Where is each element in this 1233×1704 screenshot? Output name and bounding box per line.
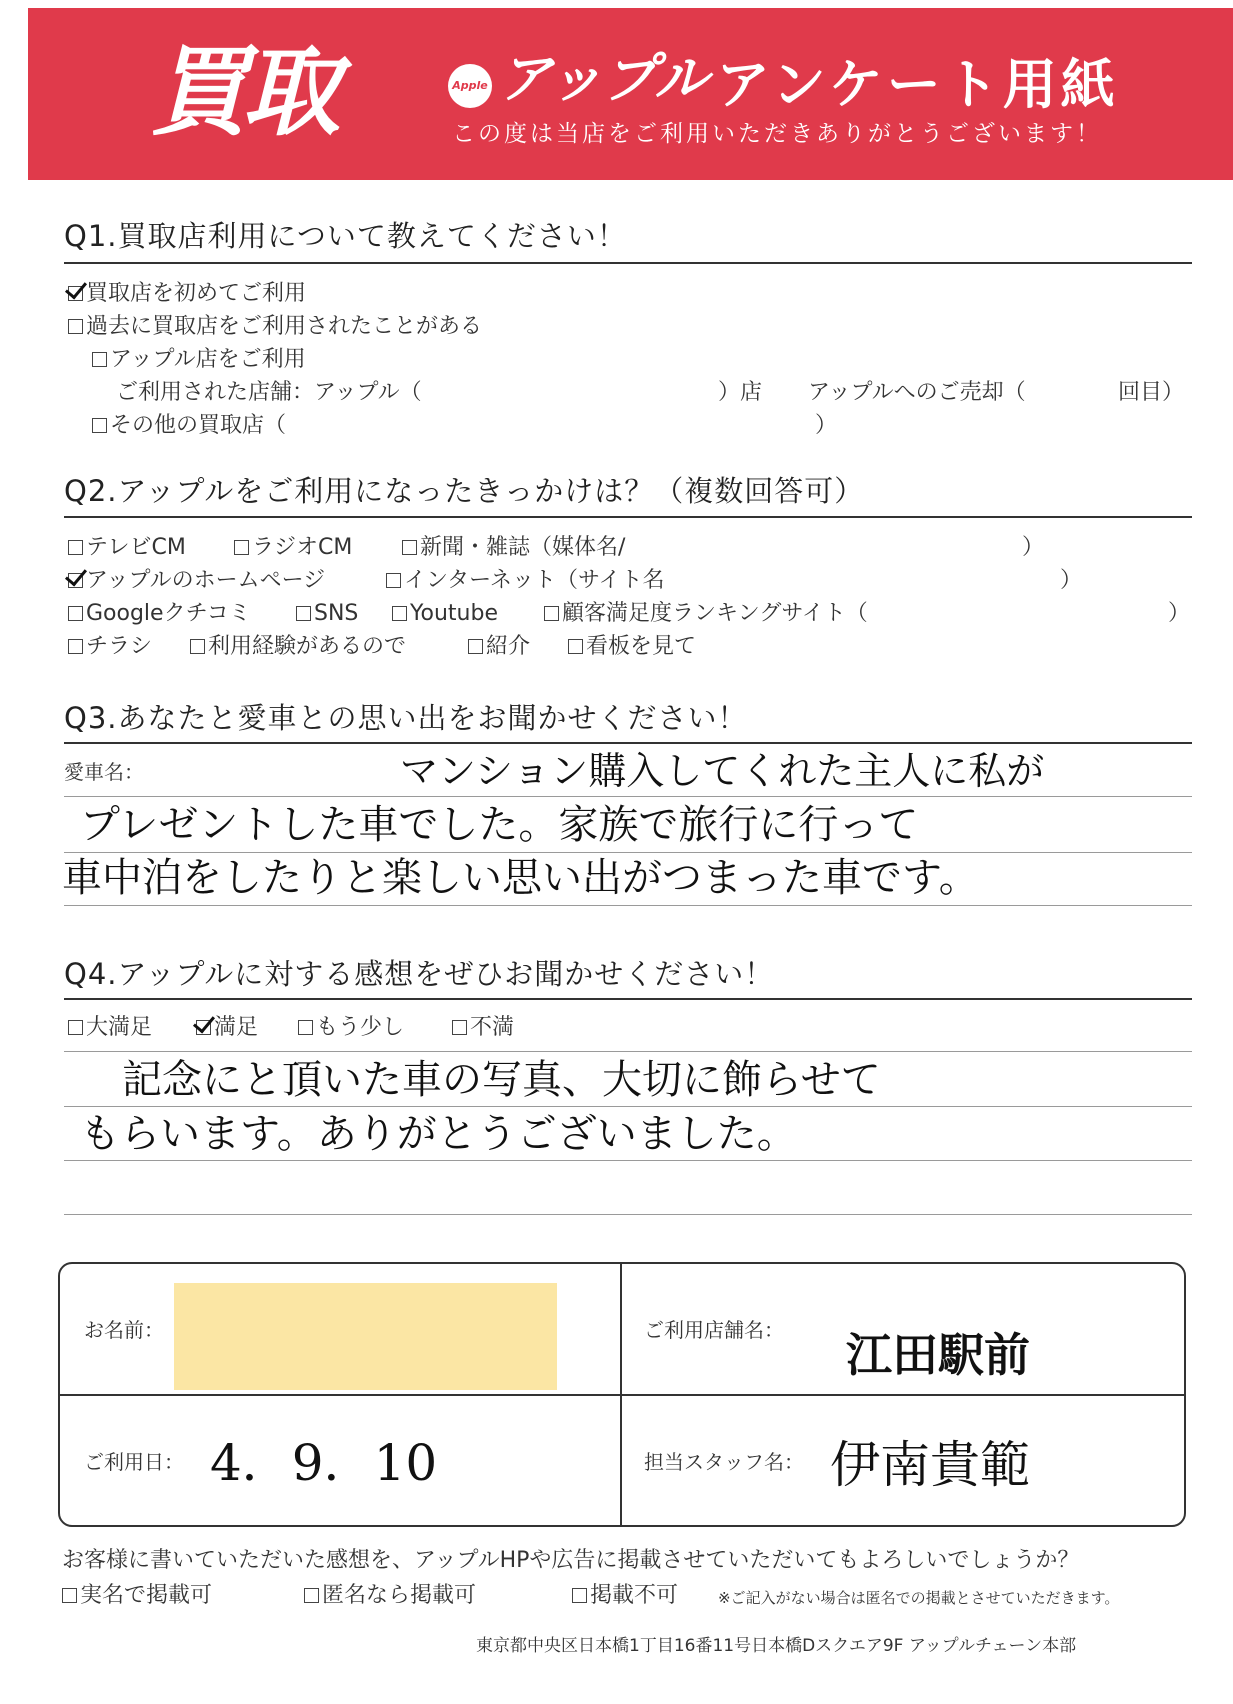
q2-newspaper-close: ） — [1022, 535, 1045, 560]
q4-unsatisfied-option[interactable]: 不満 — [452, 1017, 514, 1039]
store-name-value[interactable]: 江田駅前 — [846, 1328, 1030, 1382]
form-subtitle: この度は当店をご利用いただきありがとうございます！ — [452, 121, 1102, 147]
date-label: ご利用日： — [84, 1450, 184, 1474]
q4-answer-line-1: 記念にと頂いた車の写真、大切に飾らせて — [122, 1057, 881, 1103]
q4-rule-1 — [64, 1051, 1192, 1052]
checkbox-icon[interactable] — [402, 540, 417, 555]
apple-logo-icon: Apple — [448, 64, 492, 108]
q4-divider — [64, 998, 1192, 1000]
info-box-horizontal-divider — [60, 1394, 1184, 1396]
q2-homepage-option[interactable]: アップルのホームページ — [68, 570, 325, 592]
checkbox-icon[interactable] — [68, 319, 83, 334]
checkbox-icon[interactable] — [298, 1020, 313, 1035]
footer-address: 東京都中央区日本橋1丁目16番11号日本橋Dスクエア9F アップルチェーン本部 — [476, 1636, 1077, 1656]
q2-newspaper-option[interactable]: 新聞・雑誌（媒体名/ — [402, 537, 625, 559]
q1-store-used-label: ご利用された店舗：アップル（ — [116, 380, 422, 405]
checkbox-icon[interactable] — [68, 639, 83, 654]
checkbox-icon[interactable] — [92, 418, 107, 433]
checkbox-icon[interactable] — [572, 1588, 587, 1603]
q2-sns-option[interactable]: SNS — [296, 603, 358, 625]
q2-ranking-option[interactable]: 顧客満足度ランキングサイト（ — [544, 603, 868, 625]
name-field-redacted[interactable] — [174, 1283, 557, 1390]
checkbox-icon[interactable] — [68, 540, 83, 555]
q4-heading: Q4.アップルに対する感想をぜひお聞かせください！ — [64, 957, 775, 991]
q1-past-use-option[interactable]: 過去に買取店をご利用されたことがある — [68, 316, 482, 338]
name-label: お名前： — [84, 1318, 164, 1342]
q2-divider — [64, 516, 1192, 518]
consent-real-name-option[interactable]: 実名で掲載可 — [62, 1585, 212, 1607]
checkbox-icon[interactable] — [386, 573, 401, 588]
q2-internet-option[interactable]: インターネット（サイト名 — [386, 570, 664, 592]
q2-radio-option[interactable]: ラジオCM — [234, 537, 352, 559]
checkbox-icon[interactable] — [468, 639, 483, 654]
q3-answer-line-2: プレゼントした車でした。家族で旅行に行って — [80, 802, 919, 848]
q1-sale-count-label: アップルへのご売却（ — [808, 380, 1026, 405]
q2-experience-option[interactable]: 利用経験があるので — [190, 636, 406, 658]
form-title: アンケート用紙 — [716, 53, 1119, 116]
date-value[interactable]: 4．9．10 — [210, 1434, 438, 1492]
q4-very-satisfied-option[interactable]: 大満足 — [68, 1017, 152, 1039]
q2-google-option[interactable]: Googleクチコミ — [68, 603, 251, 625]
checkbox-icon[interactable] — [304, 1588, 319, 1603]
q4-rule-3 — [64, 1160, 1192, 1161]
q3-answer-line-3: 車中泊をしたりと楽しい思い出がつまった車です。 — [62, 855, 979, 901]
checkbox-checked-icon[interactable] — [68, 573, 83, 588]
checkbox-icon[interactable] — [92, 352, 107, 367]
staff-name-value[interactable]: 伊南貴範 — [830, 1436, 1030, 1494]
q4-answer-line-2: もらいます。ありがとうございました。 — [80, 1111, 797, 1157]
q2-youtube-option[interactable]: Youtube — [392, 603, 498, 625]
staff-name-label: 担当スタッフ名： — [644, 1450, 804, 1474]
checkbox-icon[interactable] — [62, 1588, 77, 1603]
q4-rule-4 — [64, 1214, 1192, 1215]
q4-satisfied-option[interactable]: 満足 — [196, 1017, 258, 1039]
q2-heading: Q2.アップルをご利用になったきっかけは？（複数回答可） — [64, 474, 865, 508]
consent-anonymous-option[interactable]: 匿名なら掲載可 — [304, 1585, 476, 1607]
q1-apple-store-option[interactable]: アップル店をご利用 — [92, 349, 306, 371]
store-name-label: ご利用店舗名： — [644, 1318, 784, 1342]
q2-tv-option[interactable]: テレビCM — [68, 537, 186, 559]
q1-divider — [64, 262, 1192, 264]
checkbox-icon[interactable] — [544, 606, 559, 621]
q3-rule-3 — [64, 905, 1192, 906]
q3-rule-1 — [64, 796, 1192, 797]
q2-internet-close: ） — [1060, 568, 1083, 593]
q3-answer-line-1: マンション購入してくれた主人に私が — [400, 749, 1045, 793]
checkbox-checked-icon[interactable] — [68, 286, 83, 301]
consent-note: ※ご記入がない場合は匿名での掲載とさせていただきます。 — [718, 1589, 1120, 1607]
q2-ranking-close: ） — [1168, 601, 1191, 626]
q1-heading: Q1.買取店利用について教えてください！ — [64, 219, 627, 253]
checkbox-icon[interactable] — [190, 639, 205, 654]
checkbox-icon[interactable] — [234, 540, 249, 555]
checkbox-icon[interactable] — [68, 606, 83, 621]
q2-signboard-option[interactable]: 看板を見て — [568, 636, 696, 658]
q2-flyer-option[interactable]: チラシ — [68, 636, 152, 658]
brand-name: アップル — [498, 47, 709, 110]
q1-store-suffix: ）店 — [718, 380, 763, 405]
checkbox-icon[interactable] — [296, 606, 311, 621]
consent-not-allowed-option[interactable]: 掲載不可 — [572, 1585, 678, 1607]
q4-rule-2 — [64, 1106, 1192, 1107]
q3-car-label: 愛車名： — [64, 760, 144, 784]
q1-sale-suffix: 回目） — [1118, 380, 1185, 405]
consent-question: お客様に書いていただいた感想を、アップルHPや広告に掲載させていただいてもよろしいでしょうか？ — [62, 1548, 1080, 1573]
checkbox-icon[interactable] — [452, 1020, 467, 1035]
q1-first-time-option[interactable]: 買取店を初めてご利用 — [68, 283, 306, 305]
kaitori-logo: 買取 — [150, 36, 335, 150]
header-banner — [28, 8, 1233, 180]
q2-referral-option[interactable]: 紹介 — [468, 636, 530, 658]
q3-heading: Q3.あなたと愛車との思い出をお聞かせください！ — [64, 701, 748, 735]
q3-rule-2 — [64, 852, 1192, 853]
q1-other-close: ） — [815, 413, 838, 438]
checkbox-icon[interactable] — [568, 639, 583, 654]
checkbox-icon[interactable] — [392, 606, 407, 621]
q1-other-store-option[interactable]: その他の買取店（ — [92, 415, 286, 437]
q4-bit-more-option[interactable]: もう少し — [298, 1017, 404, 1039]
q3-divider — [64, 742, 1192, 744]
checkbox-checked-icon[interactable] — [196, 1020, 211, 1035]
checkbox-icon[interactable] — [68, 1020, 83, 1035]
